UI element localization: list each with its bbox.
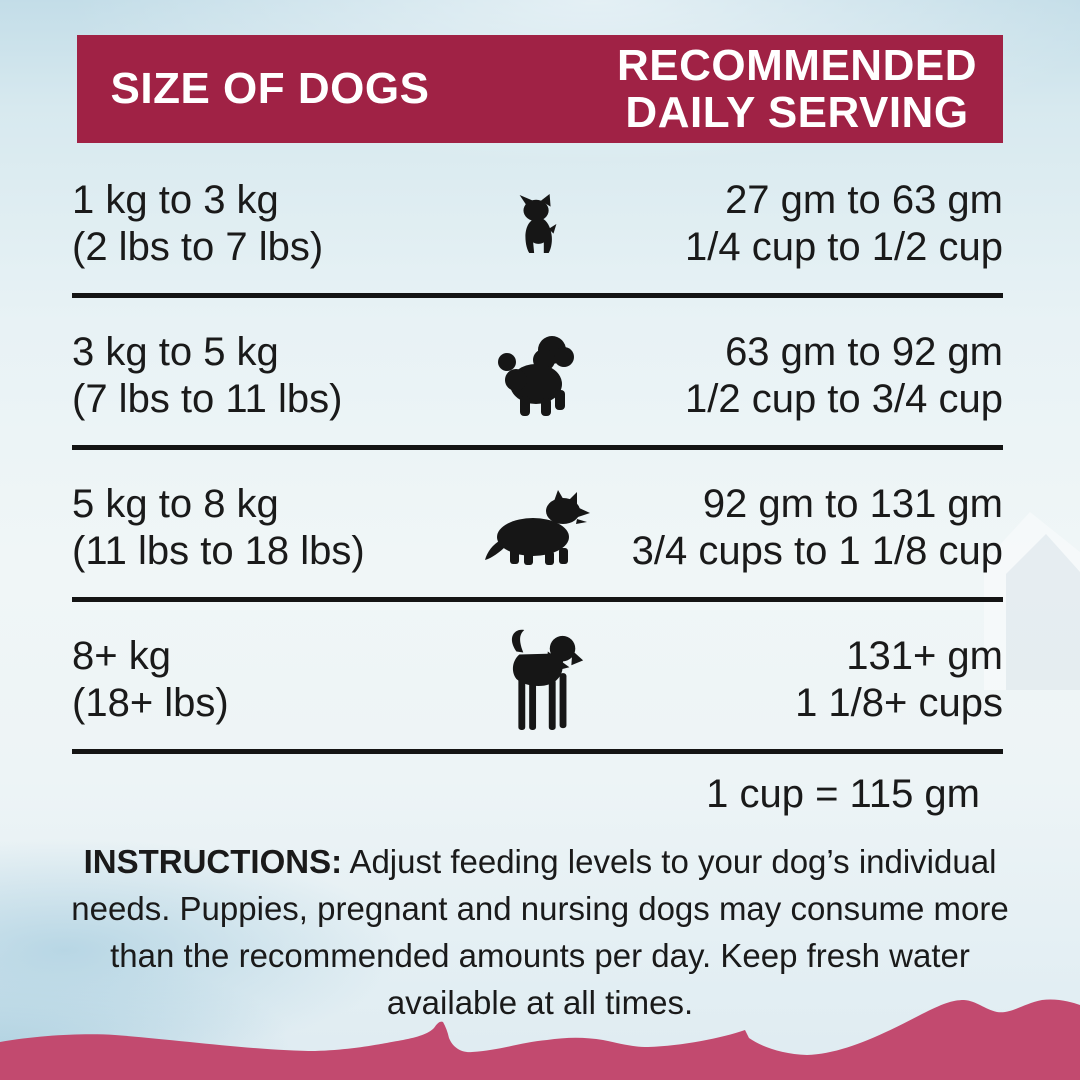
- table-header: [77, 35, 1003, 143]
- cup-conversion-note: 1 cup = 115 gm: [706, 772, 980, 816]
- recommended-line: RECOMMENDED: [617, 41, 977, 90]
- serving-cups: 1/2 cup to 3/4 cup: [684, 376, 1003, 421]
- serving-cups: 1 1/8+ cups: [795, 680, 1003, 725]
- size-kg: 8+ kg: [72, 633, 171, 678]
- size-lbs: (11 lbs to 18 lbs): [72, 528, 365, 573]
- poodle-icon: [463, 334, 613, 418]
- serving-cups: 1/4 cup to 1/2 cup: [684, 224, 1003, 269]
- size-of-dogs-header: SIZE OF DOGS: [110, 64, 430, 113]
- size-lbs: (18+ lbs): [72, 680, 229, 725]
- serving-cups: 3/4 cups to 1 1/8 cup: [631, 528, 1003, 573]
- serving-gm: 131+ gm: [846, 633, 1003, 678]
- feeding-table: [72, 146, 1003, 754]
- serving-cell: [613, 177, 1004, 271]
- serving-gm: 27 gm to 63 gm: [725, 177, 1003, 222]
- dog-size-cell: [72, 177, 463, 271]
- serving-gm: 63 gm to 92 gm: [725, 329, 1003, 374]
- size-lbs: (2 lbs to 7 lbs): [72, 224, 324, 269]
- daily-serving-line: DAILY SERVING: [625, 88, 969, 137]
- table-row: [72, 602, 1003, 754]
- instructions-body: Adjust feeding levels to your dog’s individual needs. Puppies, pregnant and nursing dogs may consume more than the recommended amounts per day. Keep fresh water available at all times.: [71, 843, 1009, 1021]
- dog-size-cell: [72, 633, 463, 727]
- serving-gm: 92 gm to 131 gm: [702, 481, 1003, 526]
- dog-size-cell: [72, 481, 463, 575]
- size-kg: 1 kg to 3 kg: [72, 177, 279, 222]
- recommended-serving-header: [597, 35, 997, 143]
- hound-icon: [463, 628, 613, 732]
- size-kg: 5 kg to 8 kg: [72, 481, 279, 526]
- serving-cell: [613, 633, 1004, 727]
- table-row: [72, 146, 1003, 298]
- instructions-label: INSTRUCTIONS:: [83, 843, 343, 880]
- serving-cell: [613, 481, 1004, 575]
- chihuahua-icon: [463, 194, 613, 254]
- size-kg: 3 kg to 5 kg: [72, 329, 279, 374]
- corgi-icon: [463, 490, 613, 566]
- bottom-wave-decoration: [0, 980, 1080, 1080]
- size-lbs: (7 lbs to 11 lbs): [72, 376, 343, 421]
- table-row: [72, 450, 1003, 602]
- table-row: [72, 298, 1003, 450]
- dog-size-cell: [72, 329, 463, 423]
- serving-cell: [613, 329, 1004, 423]
